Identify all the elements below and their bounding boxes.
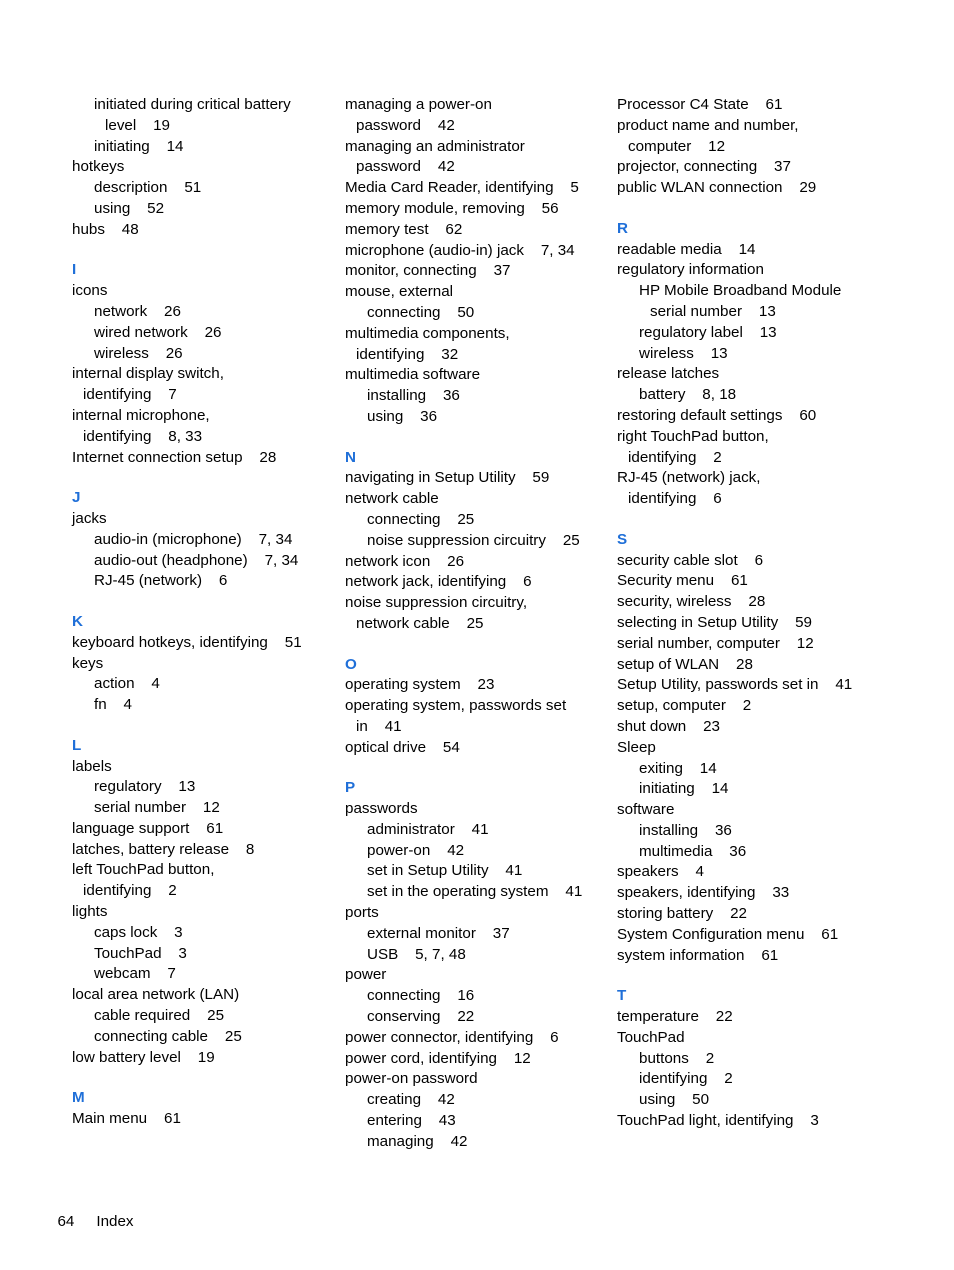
index-subentry: wireless 13 (639, 344, 728, 362)
index-entry: power cord, identifying 12 (345, 1049, 531, 1067)
index-entry: noise suppression circuitry, (345, 594, 528, 612)
index-entry: optical drive 54 (345, 738, 460, 756)
index-entry: Internet connection setup 28 (72, 448, 277, 466)
index-entry: internal microphone, (72, 406, 210, 424)
index-entry: network jack, identifying 6 (345, 573, 532, 591)
index-subentry: installing 36 (367, 387, 460, 405)
index-subentry: connecting 50 (367, 303, 475, 321)
index-entry: lights (72, 903, 108, 921)
index-entry: memory module, removing 56 (345, 199, 559, 217)
index-entry: selecting in Setup Utility 59 (617, 613, 813, 631)
index-subentry: wired network 26 (94, 323, 222, 341)
index-entry: TouchPad light, identifying 3 (617, 1112, 819, 1130)
section-gap (345, 428, 607, 448)
index-letter-heading: L (72, 736, 82, 754)
page-number: 64 (57, 1212, 75, 1230)
index-subentry: password 42 (356, 116, 455, 134)
index-entry: multimedia software (345, 366, 481, 384)
index-subentry: initiating 14 (639, 780, 729, 798)
index-subentry: serial number 13 (650, 302, 776, 320)
index-subentry: entering 43 (367, 1112, 456, 1130)
section-gap (72, 241, 334, 261)
index-subentry: noise suppression circuitry 25 (367, 531, 580, 549)
index-entry: shut down 23 (617, 717, 721, 735)
index-subentry: installing 36 (639, 821, 732, 839)
index-subentry: action 4 (94, 675, 160, 693)
index-entry: jacks (72, 509, 107, 527)
index-entry: managing an administrator (345, 137, 525, 155)
section-gap (617, 199, 879, 219)
index-entry: readable media 14 (617, 240, 756, 258)
index-entry: internal display switch, (72, 365, 224, 383)
index-entry: navigating in Setup Utility 59 (345, 469, 550, 487)
index-subentry: using 52 (94, 199, 165, 217)
index-entry: managing a power-on (345, 96, 492, 113)
index-entry: left TouchPad button, (72, 861, 215, 879)
section-gap (345, 759, 607, 779)
index-subentry: wireless 26 (94, 344, 183, 362)
section-gap (617, 510, 879, 530)
index-entry: right TouchPad button, (617, 427, 769, 445)
index-entry: language support 61 (72, 819, 224, 837)
section-gap (345, 635, 607, 655)
index-subentry: USB 5, 7, 48 (367, 945, 466, 963)
index-entry: labels (72, 757, 112, 775)
index-subentry: network 26 (94, 302, 181, 320)
index-subentry: initiated during critical battery (94, 96, 291, 113)
index-entry: TouchPad (617, 1028, 685, 1046)
index-subentry: level 19 (105, 116, 171, 134)
index-subentry: computer 12 (628, 137, 726, 155)
index-subentry: identifying 32 (356, 345, 459, 363)
index-subentry: connecting cable 25 (94, 1027, 242, 1045)
index-subentry: set in the operating system 41 (367, 883, 583, 901)
index-entry: mouse, external (345, 283, 454, 301)
index-entry: icons (72, 282, 108, 300)
index-letter-heading: T (617, 987, 627, 1005)
index-entry: System Configuration menu 61 (617, 925, 839, 943)
index-entry: Processor C4 State 61 (617, 96, 783, 113)
index-entry: RJ-45 (network) jack, (617, 469, 761, 487)
index-entry: hotkeys (72, 158, 125, 176)
index-entry: hubs 48 (72, 220, 139, 238)
index-entry: network icon 26 (345, 552, 465, 570)
index-entry: Security menu 61 (617, 572, 748, 590)
index-subentry: conserving 22 (367, 1008, 475, 1026)
index-subentry: identifying 2 (639, 1070, 733, 1088)
index-subentry: identifying 8, 33 (83, 427, 203, 445)
index-subentry: network cable 25 (356, 614, 484, 632)
section-gap (72, 592, 334, 612)
index-subentry: audio-out (headphone) 7, 34 (94, 551, 299, 569)
index-subentry: description 51 (94, 179, 202, 197)
index-entry: security cable slot 6 (617, 551, 764, 569)
index-letter-heading: R (617, 219, 628, 237)
index-subentry: identifying 2 (628, 448, 722, 466)
index-entry: monitor, connecting 37 (345, 262, 511, 280)
page-footer (49, 1191, 134, 1230)
index-subentry: serial number 12 (94, 799, 220, 817)
index-entry: keyboard hotkeys, identifying 51 (72, 633, 302, 651)
index-letter-heading: M (72, 1089, 85, 1107)
index-entry: multimedia components, (345, 324, 510, 342)
index-entry: power connector, identifying 6 (345, 1028, 559, 1046)
section-gap (72, 716, 334, 736)
index-entry: memory test 62 (345, 220, 463, 238)
index-letter-heading: I (72, 261, 77, 279)
index-subentry: connecting 16 (367, 987, 475, 1005)
index-subentry: power-on 42 (367, 841, 465, 859)
index-entry: setup, computer 2 (617, 697, 752, 715)
index-entry: setup of WLAN 28 (617, 655, 753, 673)
index-letter-heading: K (72, 612, 83, 630)
index-subentry: in 41 (356, 717, 402, 735)
index-subentry: initiating 14 (94, 137, 184, 155)
index-subentry: battery 8, 18 (639, 386, 737, 404)
index-subentry: administrator 41 (367, 820, 489, 838)
index-entry: ports (345, 904, 379, 922)
index-subentry: HP Mobile Broadband Module (639, 282, 842, 300)
footer-section-title: Index (96, 1212, 134, 1230)
index-entry: Setup Utility, passwords set in 41 (617, 676, 853, 694)
index-subentry: using 50 (639, 1091, 710, 1109)
index-entry: power-on password (345, 1070, 478, 1088)
index-subentry: regulatory label 13 (639, 323, 777, 341)
index-column-2 (345, 95, 607, 1153)
index-entry: regulatory information (617, 261, 764, 279)
section-gap (617, 966, 879, 986)
index-entry: low battery level 19 (72, 1048, 215, 1066)
index-subentry: caps lock 3 (94, 923, 183, 941)
index-entry: restoring default settings 60 (617, 406, 817, 424)
index-entry: speakers, identifying 33 (617, 884, 790, 902)
index-entry: storing battery 22 (617, 905, 748, 923)
index-subentry: audio-in (microphone) 7, 34 (94, 530, 293, 548)
index-entry: local area network (LAN) (72, 986, 240, 1004)
section-gap (72, 1068, 334, 1088)
index-entry: public WLAN connection 29 (617, 179, 817, 197)
index-subentry: identifying 7 (83, 386, 177, 404)
index-entry: network cable (345, 490, 439, 508)
index-subentry: TouchPad 3 (94, 944, 187, 962)
index-entry: product name and number, (617, 116, 799, 134)
index-subentry: connecting 25 (367, 510, 475, 528)
index-subentry: RJ-45 (network) 6 (94, 572, 228, 590)
index-letter-heading: S (617, 530, 628, 548)
index-entry: Sleep (617, 738, 656, 756)
index-subentry: password 42 (356, 158, 455, 176)
index-column-3 (617, 95, 879, 1132)
index-entry: serial number, computer 12 (617, 634, 814, 652)
index-letter-heading: J (72, 489, 81, 507)
index-entry: release latches (617, 365, 720, 383)
index-entry: operating system 23 (345, 676, 495, 694)
index-entry: keys (72, 654, 104, 672)
index-subentry: webcam 7 (94, 965, 176, 983)
index-entry: security, wireless 28 (617, 593, 766, 611)
index-entry: operating system, passwords set (345, 697, 567, 715)
index-entry: projector, connecting 37 (617, 158, 791, 176)
index-subentry: using 36 (367, 407, 438, 425)
index-subentry: buttons 2 (639, 1049, 715, 1067)
index-subentry: fn 4 (94, 696, 132, 714)
index-entry: system information 61 (617, 946, 779, 964)
index-entry: Media Card Reader, identifying 5 (345, 179, 579, 197)
index-entry: passwords (345, 800, 418, 818)
index-letter-heading: N (345, 448, 356, 466)
index-subentry: multimedia 36 (639, 842, 747, 860)
index-subentry: identifying 6 (628, 490, 722, 508)
index-entry: temperature 22 (617, 1008, 733, 1026)
index-entry: latches, battery release 8 (72, 840, 255, 858)
index-subentry: exiting 14 (639, 759, 717, 777)
index-column-1 (72, 95, 334, 1130)
index-entry: power (345, 966, 387, 984)
index-letter-heading: P (345, 779, 356, 797)
index-subentry: identifying 2 (83, 882, 177, 900)
section-gap (72, 468, 334, 488)
index-entry: software (617, 801, 675, 819)
index-entry: microphone (audio-in) jack 7, 34 (345, 241, 575, 259)
index-entry: speakers 4 (617, 863, 704, 881)
index-subentry: cable required 25 (94, 1007, 225, 1025)
index-subentry: set in Setup Utility 41 (367, 862, 523, 880)
index-subentry: managing 42 (367, 1132, 468, 1150)
index-entry: Main menu 61 (72, 1110, 181, 1128)
index-subentry: regulatory 13 (94, 778, 196, 796)
index-subentry: external monitor 37 (367, 924, 510, 942)
index-subentry: creating 42 (367, 1091, 455, 1109)
index-letter-heading: O (345, 655, 357, 673)
